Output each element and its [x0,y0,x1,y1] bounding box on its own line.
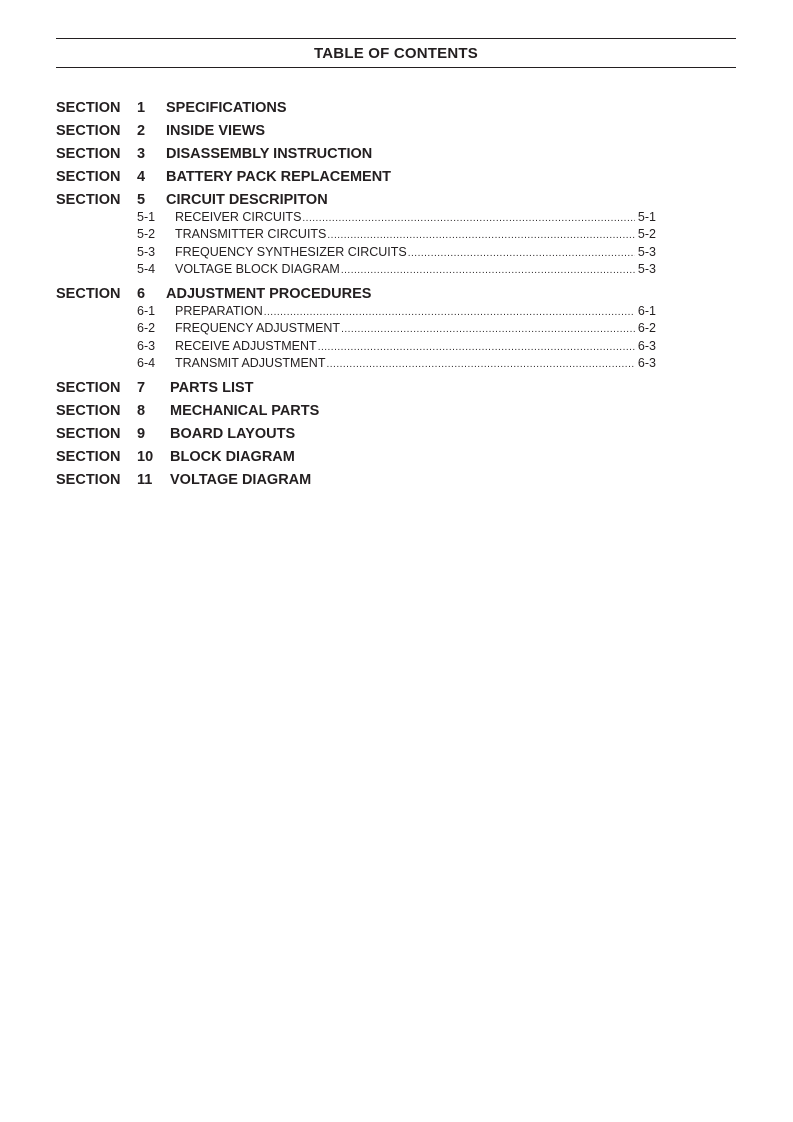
dot-leader [341,262,635,279]
subsection-number: 6-4 [137,356,156,371]
section-label: SECTION [56,472,121,489]
subsection-title: TRANSMITTER CIRCUITS [175,227,327,242]
toc-section-8[interactable] [56,402,736,425]
toc-subsection-5-2[interactable] [56,226,736,243]
dot-leader [318,339,635,356]
dot-leader [327,227,635,244]
section-name: BATTERY PACK REPLACEMENT [166,169,392,185]
section-number: 8 [137,403,146,420]
section-number: 6 [137,286,146,303]
toc-subsection-6-1[interactable] [56,303,736,320]
subsection-number: 6-1 [137,304,156,319]
subsection-number: 5-4 [137,261,156,276]
subsection-page: 6-1 [637,304,656,319]
section-name: DISASSEMBLY INSTRUCTION [166,146,373,162]
subsection-number: 6-3 [137,338,156,353]
section-label: SECTION [56,403,121,420]
section-name: BOARD LAYOUTS [170,426,296,443]
subsection-list-5 [56,209,736,278]
toc-subsection-5-3[interactable] [56,244,736,261]
section-name: PARTS LIST [170,380,254,397]
subsection-page: 6-3 [637,356,656,371]
section-number: 11 [137,472,153,489]
dot-leader [302,210,635,227]
subsection-list-6 [56,303,736,372]
subsection-number: 5-3 [137,244,156,259]
section-number: 9 [137,426,146,443]
page-title: TABLE OF CONTENTS [314,45,478,62]
dot-leader [408,245,635,262]
section-label: SECTION [56,192,121,208]
section-name: BLOCK DIAGRAM [170,449,295,466]
section-label: SECTION [56,169,121,185]
toc-subsection-6-3[interactable] [56,338,736,355]
section-number: 5 [137,192,146,208]
subsection-page: 5-3 [637,244,656,259]
section-label: SECTION [56,449,121,466]
toc-subsection-6-2[interactable] [56,320,736,337]
dot-leader [264,304,635,321]
subsection-title: FREQUENCY SYNTHESIZER CIRCUITS [175,244,407,259]
toc-section-3[interactable] [56,145,736,168]
subsection-title: RECEIVE ADJUSTMENT [175,338,317,353]
subsection-page: 6-2 [637,321,656,336]
header-rule-top [56,38,736,39]
subsection-number: 5-2 [137,227,156,242]
header-rule-bottom [56,67,736,68]
section-label: SECTION [56,380,121,397]
toc-subsection-6-4[interactable] [56,355,736,372]
toc-subsection-5-1[interactable] [56,209,736,226]
section-number: 3 [137,146,146,162]
subsection-title: FREQUENCY ADJUSTMENT [175,321,341,336]
toc-section-4[interactable] [56,168,736,191]
subsection-page: 5-3 [637,261,656,276]
subsection-title: VOLTAGE BLOCK DIAGRAM [175,261,340,276]
table-of-contents [56,99,736,494]
dot-leader [341,321,635,338]
toc-section-10[interactable] [56,448,736,471]
section-label: SECTION [56,123,121,139]
subsection-number: 5-1 [137,210,156,224]
subsection-page: 6-3 [637,338,656,353]
toc-subsection-5-4[interactable] [56,261,736,278]
section-name: INSIDE VIEWS [166,123,266,139]
section-number: 1 [137,100,146,116]
section-name: VOLTAGE DIAGRAM [170,472,312,489]
section-label: SECTION [56,146,121,162]
section-name: SPECIFICATIONS [166,100,287,116]
subsection-page: 5-1 [637,210,656,224]
subsection-title: TRANSMIT ADJUSTMENT [175,356,326,371]
section-number: 4 [137,169,146,185]
section-number: 2 [137,123,146,139]
section-number: 10 [137,449,154,466]
toc-section-11[interactable] [56,471,736,494]
subsection-title: RECEIVER CIRCUITS [175,210,302,224]
toc-section-2[interactable] [56,122,736,145]
section-label: SECTION [56,286,121,303]
toc-section-7[interactable] [56,379,736,402]
section-label: SECTION [56,426,121,443]
toc-section-1[interactable] [56,99,736,122]
section-name: MECHANICAL PARTS [170,403,320,420]
subsection-page: 5-2 [637,227,656,242]
section-label: SECTION [56,100,121,116]
subsection-number: 6-2 [137,321,156,336]
toc-section-9[interactable] [56,425,736,448]
section-name: CIRCUIT DESCRIPITON [166,192,328,208]
dot-leader [326,356,634,373]
section-name: ADJUSTMENT PROCEDURES [166,286,372,303]
section-number: 7 [137,380,146,397]
subsection-title: PREPARATION [175,304,263,319]
